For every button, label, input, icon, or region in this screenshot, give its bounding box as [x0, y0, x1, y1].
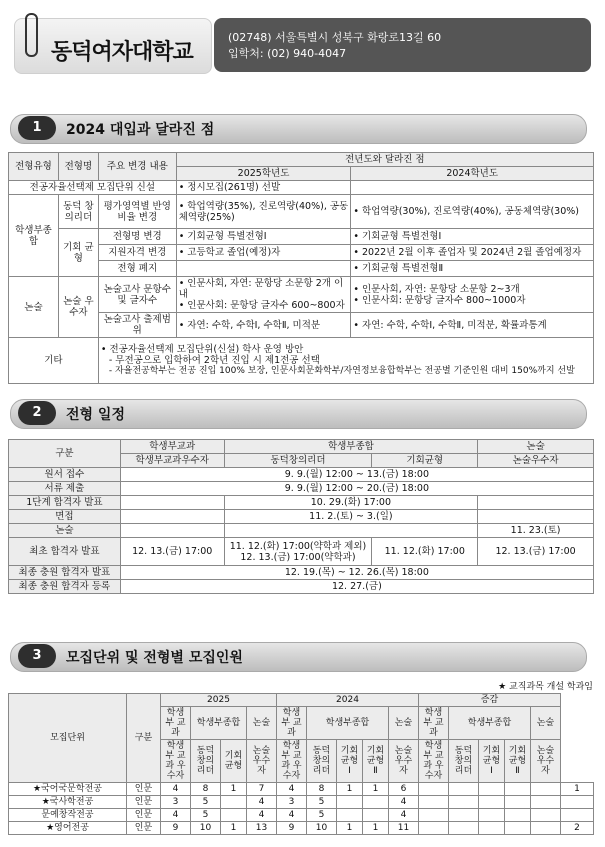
- col-gyogwa-sub: 학생부 교과 우수자: [161, 740, 191, 783]
- value-cell: 8: [191, 783, 221, 796]
- value-cell: 9: [161, 822, 191, 835]
- cell: • 고등학교 졸업(예정)자: [176, 245, 351, 261]
- section-number: 3: [18, 644, 56, 668]
- value-cell: [531, 809, 561, 822]
- cell: 기타: [9, 338, 99, 384]
- col-gyogwa-sub: 학생부 교과 우수자: [277, 740, 307, 783]
- col-nonsul: 논술: [389, 707, 419, 740]
- cell: • 정시모집(261명) 선발: [176, 181, 351, 195]
- col-ns-sub: 논술 우수자: [531, 740, 561, 783]
- table-row: [9, 809, 594, 822]
- value-cell: [419, 796, 449, 809]
- section-1-header: [10, 114, 593, 142]
- col-2025: 2025: [161, 694, 277, 707]
- col-type: 전형유형: [9, 153, 59, 181]
- col-ns-sub: 논술 우수자: [389, 740, 419, 783]
- value-cell: [531, 783, 561, 796]
- value-cell: [363, 809, 389, 822]
- schedule-table: [8, 439, 594, 594]
- gubun-cell: 인문: [127, 783, 161, 796]
- cell: [351, 181, 594, 195]
- value-cell: 7: [247, 783, 277, 796]
- col-jonghap: 학생부종합: [307, 707, 389, 740]
- changes-table: [8, 152, 594, 384]
- paperclip-icon: [25, 13, 38, 57]
- value-cell: [363, 796, 389, 809]
- cell-line: • 인문사회: 문항당 글자수 800~1000자: [353, 294, 526, 306]
- value-cell: 13: [247, 822, 277, 835]
- col-dd: 동덕 창의 리더: [191, 740, 221, 783]
- value-cell: 4: [389, 796, 419, 809]
- value-cell: [505, 796, 531, 809]
- gubun-cell: 인문: [127, 809, 161, 822]
- value-cell: 5: [307, 796, 337, 809]
- value-cell: [479, 822, 505, 835]
- col-gk2: 기회 균형 Ⅱ: [363, 740, 389, 783]
- value-cell: 11: [389, 822, 419, 835]
- value-cell: 1: [363, 783, 389, 796]
- value-cell: 4: [247, 809, 277, 822]
- quota-body: [9, 783, 594, 835]
- quota-table: [8, 693, 594, 835]
- row-label: 최종 충원 합격자 발표: [9, 566, 121, 580]
- col-dongdeok: 동덕창의리더: [224, 454, 372, 468]
- cell-line: 11. 12.(화) 17:00(약학과 제외): [229, 540, 367, 552]
- cell: [120, 524, 224, 538]
- col-gyogwa-sub: 학생부 교과 우수자: [419, 740, 449, 783]
- value-cell: 10: [307, 822, 337, 835]
- phone: 입학처: (02) 940-4047: [228, 47, 347, 60]
- value-cell: 4: [277, 809, 307, 822]
- value-cell: 5: [307, 809, 337, 822]
- table-row: [9, 822, 594, 835]
- col-gyogwa: 학생부 교과: [277, 707, 307, 740]
- value-cell: 4: [277, 783, 307, 796]
- col-gikyun: 기회균형: [372, 454, 478, 468]
- value-cell: 1: [337, 822, 363, 835]
- cell: [120, 510, 224, 524]
- col-nonsul-sub: 논술우수자: [478, 454, 594, 468]
- cell: [224, 524, 478, 538]
- cell: 전형명 변경: [98, 229, 176, 245]
- value-cell: [505, 822, 531, 835]
- value-cell: [561, 809, 594, 822]
- cell: • 2022년 2월 이후 졸업자 및 2024년 2월 졸업예정자: [351, 245, 594, 261]
- value-cell: 4: [247, 796, 277, 809]
- col-nonsul: 논술: [531, 707, 561, 740]
- value-cell: 1: [221, 783, 247, 796]
- unit-cell: 문예창작전공: [9, 809, 127, 822]
- row-label: 최종 충원 합격자 등록: [9, 580, 121, 594]
- cell-line: - 자율전공학부는 전공 진입 100% 보장, 인문사회문화학부/자연정보융합학부는 전공별 기준인원 대비 150%까지 선발: [108, 366, 575, 376]
- cell-line: - 무전공으로 입학하여 2학년 진입 시 제1전공 선택: [108, 355, 320, 366]
- row-label: 최초 합격자 발표: [9, 538, 121, 566]
- value-cell: 3: [277, 796, 307, 809]
- section-title: 모집단위 및 전형별 모집인원: [66, 650, 243, 666]
- cell: 논술고사 문항수 및 글자수: [98, 277, 176, 313]
- col-jonghap: 학생부종합: [224, 440, 478, 454]
- section-number: 1: [18, 116, 56, 140]
- cell: [224, 538, 372, 566]
- cell-line: • 전공자율선택제 모집단위(신설) 학사 운영 방안: [100, 344, 304, 355]
- unit-cell: ★국사학전공: [9, 796, 127, 809]
- value-cell: [531, 796, 561, 809]
- col-gk1: 기회 균형 Ⅰ: [479, 740, 505, 783]
- row-label: 면접: [9, 510, 121, 524]
- value-cell: 1: [337, 783, 363, 796]
- cell: [176, 277, 351, 313]
- cell: 11. 12.(화) 17:00: [372, 538, 478, 566]
- value-cell: 3: [161, 796, 191, 809]
- section-3-header: [10, 642, 593, 670]
- header: [8, 12, 591, 76]
- col-gyogwa: 학생부교과: [120, 440, 224, 454]
- col-gyogwa: 학생부 교과: [419, 707, 449, 740]
- cell-line: • 인문사회: 문항당 글자수 600~800자: [178, 300, 345, 311]
- value-cell: [449, 783, 479, 796]
- cell: 전형 폐지: [98, 261, 176, 277]
- table-row: [9, 796, 594, 809]
- value-cell: [337, 796, 363, 809]
- cell: 12. 13.(금) 17:00: [478, 538, 594, 566]
- cell: • 기회균형 특별전형Ⅰ: [176, 229, 351, 245]
- cell: [120, 496, 224, 510]
- contact-box: [214, 18, 591, 72]
- cell: 기회 균형: [58, 229, 98, 277]
- cell: 11. 23.(토): [478, 524, 594, 538]
- col-dd: 동덕 창의 리더: [307, 740, 337, 783]
- value-cell: [479, 796, 505, 809]
- cell-line: • 인문사회, 자연: 문항당 소문항 2개 이내: [178, 278, 344, 300]
- value-cell: 9: [277, 822, 307, 835]
- cell: 학생부종합: [9, 195, 59, 277]
- cell: • 자연: 수학, 수학Ⅰ, 수학Ⅱ, 미적분, 확률과통계: [351, 313, 594, 338]
- gubun-cell: 인문: [127, 822, 161, 835]
- col-2025: 2025학년도: [176, 167, 351, 181]
- col-main: 주요 변경 내용: [98, 153, 176, 181]
- value-cell: [531, 822, 561, 835]
- row-label: 서류 제출: [9, 482, 121, 496]
- col-2024: 2024: [277, 694, 419, 707]
- col-gk2: 기회 균형 Ⅱ: [505, 740, 531, 783]
- cell: 12. 13.(금) 17:00: [120, 538, 224, 566]
- value-cell: [449, 822, 479, 835]
- value-cell: 1: [221, 822, 247, 835]
- col-gubun: 구분: [127, 694, 161, 783]
- cell-line: 12. 13.(금) 17:00(약학과): [240, 551, 356, 563]
- row-label: 논술: [9, 524, 121, 538]
- section-2-header: [10, 399, 593, 427]
- cell: 전공자율선택제 모집단위 신설: [9, 181, 177, 195]
- contact-info: [228, 30, 441, 62]
- value-cell: 5: [191, 809, 221, 822]
- table-row: [9, 783, 594, 796]
- cell: • 기회균형 특별전형Ⅰ: [351, 229, 594, 245]
- value-cell: 1: [561, 783, 594, 796]
- cell: 평가영역별 반영비율 변경: [98, 195, 176, 229]
- value-cell: 6: [389, 783, 419, 796]
- col-ns-sub: 논술 우수자: [247, 740, 277, 783]
- col-dd: 동덕 창의 리더: [449, 740, 479, 783]
- value-cell: 4: [161, 783, 191, 796]
- address: (02748) 서울특별시 성북구 화랑로13길 60: [228, 31, 442, 44]
- cell: 논술고사 출제범위: [98, 313, 176, 338]
- value-cell: [419, 822, 449, 835]
- value-cell: [479, 783, 505, 796]
- col-nonsul: 논술: [478, 440, 594, 454]
- col-gyogwa-sub: 학생부교과우수자: [120, 454, 224, 468]
- col-nonsul: 논술: [247, 707, 277, 740]
- cell: [478, 496, 594, 510]
- cell: 9. 9.(월) 12:00 ~ 20.(금) 18:00: [120, 482, 593, 496]
- cell: 12. 27.(금): [120, 580, 593, 594]
- cell: • 학업역량(30%), 진로역량(40%), 공동체역량(30%): [351, 195, 594, 229]
- col-gk: 기회 균형: [221, 740, 247, 783]
- value-cell: 10: [191, 822, 221, 835]
- value-cell: [221, 809, 247, 822]
- value-cell: 4: [389, 809, 419, 822]
- cell: • 학업역량(35%), 진로역량(40%), 공동체역량(25%): [176, 195, 351, 229]
- value-cell: [449, 796, 479, 809]
- cell: 동덕 창의리더: [58, 195, 98, 229]
- cell: 논술 우수자: [58, 277, 98, 338]
- value-cell: [221, 796, 247, 809]
- university-name: 동덕여자대학교: [51, 40, 193, 65]
- value-cell: 8: [307, 783, 337, 796]
- col-2024: 2024학년도: [351, 167, 594, 181]
- value-cell: [337, 809, 363, 822]
- cell: [351, 277, 594, 313]
- teaching-note: ★ 교직과목 개설 학과임: [498, 682, 593, 692]
- value-cell: 2: [561, 822, 594, 835]
- col-gyogwa: 학생부 교과: [161, 707, 191, 740]
- cell: [478, 510, 594, 524]
- unit-cell: ★영어전공: [9, 822, 127, 835]
- col-gubun: 구분: [9, 440, 121, 468]
- col-name: 전형명: [58, 153, 98, 181]
- cell: 12. 19.(목) ~ 12. 26.(목) 18:00: [120, 566, 593, 580]
- value-cell: 1: [363, 822, 389, 835]
- gubun-cell: 인문: [127, 796, 161, 809]
- section-number: 2: [18, 401, 56, 425]
- section-title: 전형 일정: [66, 407, 125, 423]
- col-gk1: 기회 균형 Ⅰ: [337, 740, 363, 783]
- cell: • 자연: 수학, 수학Ⅰ, 수학Ⅱ, 미적분: [176, 313, 351, 338]
- value-cell: [505, 809, 531, 822]
- unit-cell: ★국어국문학전공: [9, 783, 127, 796]
- value-cell: 4: [161, 809, 191, 822]
- university-box: [14, 18, 212, 74]
- cell: 9. 9.(월) 12:00 ~ 13.(금) 18:00: [120, 468, 593, 482]
- col-jonghap: 학생부종합: [191, 707, 247, 740]
- row-label: 원서 접수: [9, 468, 121, 482]
- cell-line: • 인문사회, 자연: 문항당 소문항 2~3개: [353, 283, 520, 295]
- value-cell: [479, 809, 505, 822]
- cell: [98, 338, 593, 384]
- row-label: 1단계 합격자 발표: [9, 496, 121, 510]
- cell: 11. 2.(토) ~ 3.(일): [224, 510, 478, 524]
- col-unit: 모집단위: [9, 694, 127, 783]
- cell: • 기회균형 특별전형Ⅱ: [351, 261, 594, 277]
- value-cell: [419, 783, 449, 796]
- cell: [176, 261, 351, 277]
- col-diff: 증감: [419, 694, 561, 707]
- value-cell: [419, 809, 449, 822]
- cell: 지원자격 변경: [98, 245, 176, 261]
- col-diff: 전년도와 달라진 점: [176, 153, 593, 167]
- value-cell: [561, 796, 594, 809]
- value-cell: 5: [191, 796, 221, 809]
- value-cell: [449, 809, 479, 822]
- cell: 10. 29.(화) 17:00: [224, 496, 478, 510]
- col-jonghap: 학생부종합: [449, 707, 531, 740]
- value-cell: [505, 783, 531, 796]
- cell: 논술: [9, 277, 59, 338]
- section-title: 2024 대입과 달라진 점: [66, 122, 215, 138]
